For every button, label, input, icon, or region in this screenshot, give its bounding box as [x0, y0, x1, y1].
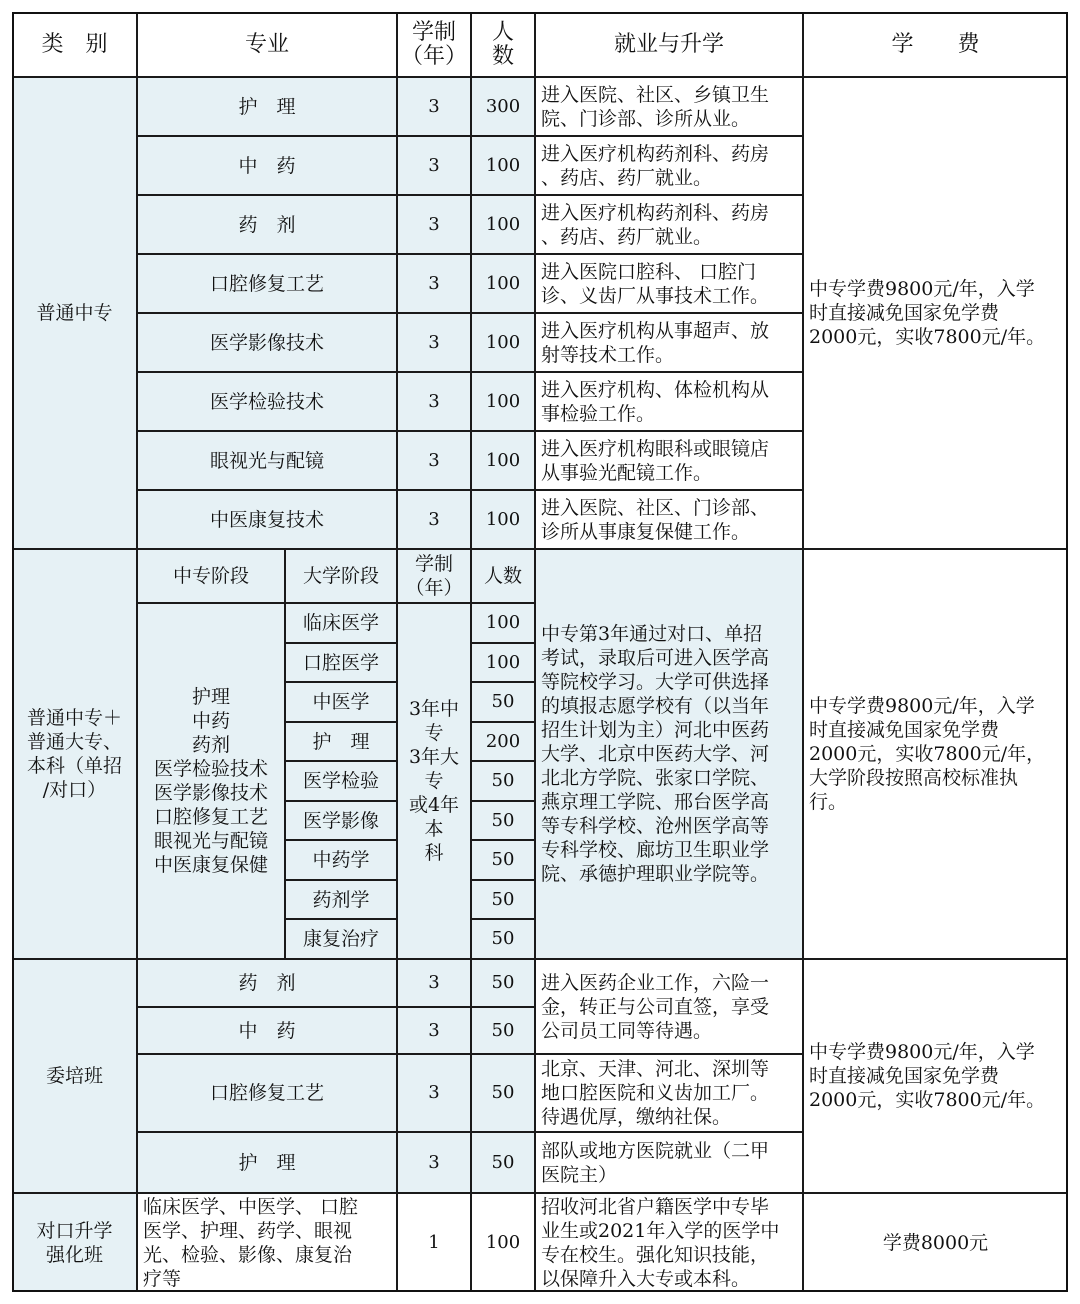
admissions-table [12, 12, 1068, 1292]
s3-career: 北京、天津、河北、深圳等 地口腔医院和义齿加工厂。 待遇优厚，缴纳社保。 [535, 1054, 803, 1132]
s1-major: 医学影像技术 [137, 313, 397, 372]
s2-count: 50 [471, 761, 535, 801]
s2-major: 医学检验 [285, 761, 397, 801]
s1-career: 进入医疗机构眼科或眼镜店 从事验光配镜工作。 [535, 431, 803, 490]
s3-career: 进入医药企业工作，六险一 金，转正与公司直签，享受 公司员工同等待遇。 [535, 959, 803, 1054]
s2-major: 康复治疗 [285, 919, 397, 959]
s2-count: 50 [471, 801, 535, 840]
s3-years: 3 [397, 1054, 471, 1132]
section2-fee: 中专学费9800元/年，入学 时直接减免国家免学费 2000元，实收7800元/年， 大学阶段按照高校标准执 行。 [803, 549, 1068, 959]
s3-years: 3 [397, 1132, 471, 1193]
s3-count: 50 [471, 1007, 535, 1054]
header-major: 专业 [137, 12, 397, 77]
s2-major: 中药学 [285, 840, 397, 880]
s1-years: 3 [397, 490, 471, 549]
s2-count: 50 [471, 840, 535, 880]
s3-count: 50 [471, 959, 535, 1007]
s1-years: 3 [397, 313, 471, 372]
s1-career: 进入医疗机构药剂科、药房 、药店、药厂就业。 [535, 136, 803, 195]
s1-count: 100 [471, 372, 535, 431]
s2-count: 200 [471, 722, 535, 761]
s3-major: 药 剂 [137, 959, 397, 1007]
s1-years: 3 [397, 136, 471, 195]
section4-label: 对口升学 强化班 [12, 1193, 137, 1292]
s1-career: 进入医疗机构药剂科、药房 、药店、药厂就业。 [535, 195, 803, 254]
s1-years: 3 [397, 372, 471, 431]
s1-count: 300 [471, 77, 535, 136]
s1-years: 3 [397, 254, 471, 313]
s2-header-count: 人数 [471, 549, 535, 603]
s3-count: 50 [471, 1054, 535, 1132]
s4-major: 临床医学、中医学、 口腔 医学、护理、药学、眼视 光、检验、影像、康复治 疗等 [137, 1193, 397, 1292]
s3-major: 口腔修复工艺 [137, 1054, 397, 1132]
s2-stage1-majors: 护理 中药 药剂 医学检验技术 医学影像技术 口腔修复工艺 眼视光与配镜 中医康复保健 [137, 603, 285, 959]
s1-career: 进入医疗机构从事超声、放 射等技术工作。 [535, 313, 803, 372]
s2-header-stage1: 中专阶段 [137, 549, 285, 603]
s2-major: 药剂学 [285, 880, 397, 919]
s1-major: 中医康复技术 [137, 490, 397, 549]
s2-header-years: 学制 （年） [397, 549, 471, 603]
header-count: 人 数 [471, 12, 535, 77]
s2-header-stage2: 大学阶段 [285, 549, 397, 603]
s2-count: 50 [471, 682, 535, 722]
s2-major: 医学影像 [285, 801, 397, 840]
s1-count: 100 [471, 431, 535, 490]
section2-career: 中专第3年通过对口、单招 考试，录取后可进入医学高 等院校学习。大学可供选择 的填报志愿学校有（以当年 招生计划为主）河北中医药 大学、北京中医药大学、河 北北方学院、张家口学院、 燕京理工学院、邢台医学高 等专科学校、沧州医学高等 专科学校、廊坊卫生职业学 院、承德护理职业学院等。 [535, 549, 803, 959]
s1-major: 医学检验技术 [137, 372, 397, 431]
section4-fee: 学费8000元 [803, 1193, 1068, 1292]
s3-major: 中 药 [137, 1007, 397, 1054]
header-category: 类 别 [12, 12, 137, 77]
s1-major: 药 剂 [137, 195, 397, 254]
s1-major: 口腔修复工艺 [137, 254, 397, 313]
section2-label: 普通中专＋ 普通大专、 本科（单招 /对口） [12, 549, 137, 959]
s2-count: 100 [471, 603, 535, 643]
s4-career: 招收河北省户籍医学中专毕 业生或2021年入学的医学中 专在校生。强化知识技能， 以保障升入大专或本科。 [535, 1193, 803, 1292]
s2-major: 口腔医学 [285, 643, 397, 682]
s3-major: 护 理 [137, 1132, 397, 1193]
s1-count: 100 [471, 313, 535, 372]
s2-years: 3年中 专 3年大 专 或4年 本 科 [397, 603, 471, 959]
s2-major: 临床医学 [285, 603, 397, 643]
s1-career: 进入医疗机构、体检机构从 事检验工作。 [535, 372, 803, 431]
section3-label: 委培班 [12, 959, 137, 1193]
header-fee: 学 费 [803, 12, 1068, 77]
header-years: 学制 （年） [397, 12, 471, 77]
s4-count: 100 [471, 1193, 535, 1292]
s1-count: 100 [471, 490, 535, 549]
section1-fee: 中专学费9800元/年，入学 时直接减免国家免学费 2000元，实收7800元/年。 [803, 77, 1068, 549]
s1-count: 100 [471, 136, 535, 195]
s1-years: 3 [397, 195, 471, 254]
s1-years: 3 [397, 431, 471, 490]
s1-major: 眼视光与配镜 [137, 431, 397, 490]
s1-count: 100 [471, 254, 535, 313]
s1-major: 护 理 [137, 77, 397, 136]
s3-count: 50 [471, 1132, 535, 1193]
s2-count: 50 [471, 919, 535, 959]
s1-count: 100 [471, 195, 535, 254]
s3-years: 3 [397, 1007, 471, 1054]
s1-career: 进入医院、社区、门诊部、 诊所从事康复保健工作。 [535, 490, 803, 549]
s1-years: 3 [397, 77, 471, 136]
header-career: 就业与升学 [535, 12, 803, 77]
section3-fee: 中专学费9800元/年，入学 时直接减免国家免学费 2000元，实收7800元/年。 [803, 959, 1068, 1193]
s1-career: 进入医院、社区、乡镇卫生 院、门诊部、诊所从业。 [535, 77, 803, 136]
s1-career: 进入医院口腔科、 口腔门 诊、义齿厂从事技术工作。 [535, 254, 803, 313]
s2-count: 100 [471, 643, 535, 682]
s4-years: 1 [397, 1193, 471, 1292]
s3-years: 3 [397, 959, 471, 1007]
s1-major: 中 药 [137, 136, 397, 195]
s2-major: 中医学 [285, 682, 397, 722]
s2-count: 50 [471, 880, 535, 919]
section1-label: 普通中专 [12, 77, 137, 549]
s2-major: 护 理 [285, 722, 397, 761]
s3-career: 部队或地方医院就业（二甲 医院主） [535, 1132, 803, 1193]
